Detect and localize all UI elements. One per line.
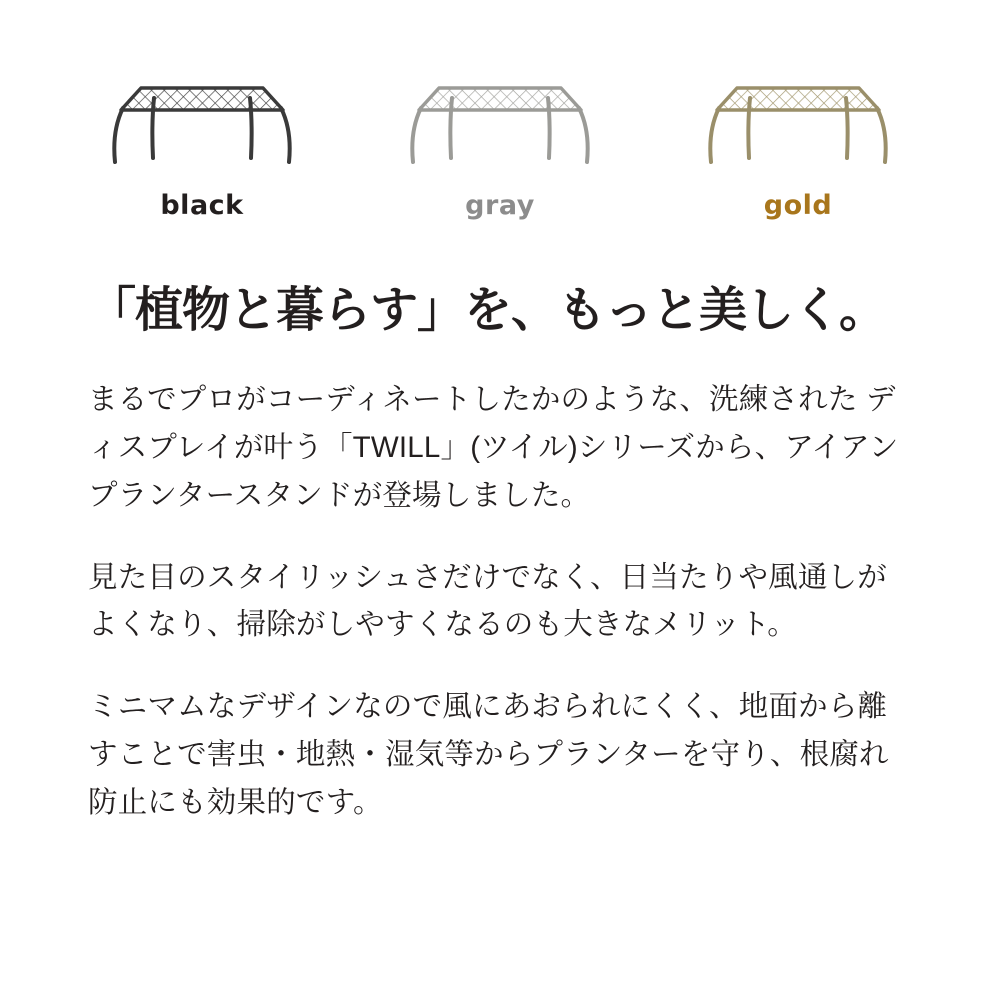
color-label-gray: gray <box>465 190 535 221</box>
planter-stand-illustration-gold <box>703 48 893 178</box>
planter-stand-icon <box>405 58 595 178</box>
planter-stand-illustration-gray <box>405 48 595 178</box>
color-variant-gold[interactable] <box>673 48 923 221</box>
description-paragraph-1: まるでプロがコーディネートしたかのような、洗練された ディスプレイが叶う「TWILL」(ツイル)シリーズから、アイアンプランタースタンドが登場しました。 <box>88 383 899 512</box>
planter-stand-illustration-black <box>107 48 297 178</box>
color-variant-gray[interactable] <box>375 48 625 221</box>
description-paragraph-3: ミニマムなデザインなので風にあおられにくく、地面から離すことで害虫・地熱・湿気等からプランターを守り、根腐れ防止にも効果的です。 <box>88 690 889 819</box>
planter-stand-icon <box>703 58 893 178</box>
planter-stand-icon <box>107 58 297 178</box>
description-paragraph-2: 見た目のスタイリッシュさだけでなく、日当たりや風通しがよくなり、掃除がしやすくなるのも大きなメリット。 <box>88 560 887 642</box>
headline: 「植物と暮らす」を、もっと美しく。 <box>88 282 887 338</box>
description-text-block <box>0 279 1000 827</box>
color-label-gold: gold <box>763 190 833 221</box>
color-label-black: black <box>160 190 244 221</box>
color-variant-row <box>0 0 1000 221</box>
color-variant-black[interactable] <box>77 48 327 221</box>
